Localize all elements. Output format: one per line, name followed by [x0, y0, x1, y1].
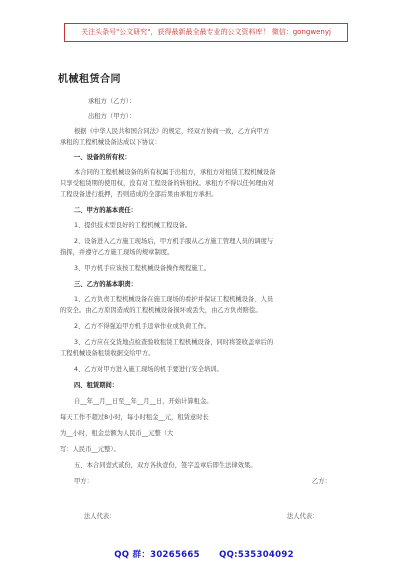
- section-3-item-1b: 的安全。由乙方原因造成的工程机械设备损坏或丢失，由乙方负责赔偿。: [60, 307, 262, 314]
- document-title: 机械租赁合同: [58, 74, 121, 85]
- promo-banner: [64, 23, 348, 42]
- section-3-item-2: 2、乙方不得强迫甲方机手违章作业或负荷工作。: [74, 323, 211, 330]
- section-1-line-2: 只享受租赁期的使用权，没有对工程设备的转租权。承租方不得以任何理由对: [60, 180, 275, 187]
- section-4-line-3: 为__小时，租金总额为人民币__元整（大: [60, 430, 174, 437]
- party-b-line: 承租方（乙方）：: [88, 98, 136, 105]
- promo-banner-text: 关注头条号"公文研究"，获得最新最全最专业的公文资料库！ 微信：gongwenyj: [81, 28, 331, 36]
- intro-line-2: 承租的工程机械设备达成以下协议：: [60, 139, 161, 146]
- signature-party-a: 甲方：: [74, 478, 93, 485]
- section-4-line-2: 每天工作不超过8小时，每小时租金__元，租赁意时长: [60, 414, 209, 421]
- section-3-item-3b: 工程机械设备租赁收据交给甲方。: [60, 350, 155, 357]
- section-1-line-3: 工程设备进行抵押，否则造成的全部后果由承租方承担。: [60, 191, 218, 198]
- section-2-item-2b: 指挥，并遵守乙方施工现场的规章制度。: [60, 249, 174, 256]
- section-4-heading: 四、租赁期间：: [74, 382, 119, 389]
- section-4-line-4: 写：人民币__元整）。: [60, 446, 120, 453]
- section-2-item-1: 1、提供技术型良好的工程机械工程设备。: [74, 222, 192, 229]
- party-a-line: 出租方（甲方）：: [88, 113, 136, 120]
- signature-party-b: 乙方：: [312, 478, 331, 485]
- section-3-heading: 三、乙方的基本职责：: [74, 281, 137, 288]
- footer-qq-group: QQ 群：30265665: [114, 550, 200, 560]
- section-2-item-2a: 2、设备进入乙方施工现场后，甲方机手服从乙方施工管理人员的调度与: [74, 238, 274, 245]
- section-3-item-4: 4、乙方对甲方进入施工现场的机手要进行安全培训。: [74, 366, 223, 373]
- section-1-heading: 一、设备的所有权：: [74, 154, 131, 161]
- intro-line-1: 根据《中华人民共和国合同法》的规定，经双方协商一致，乙方向甲方: [74, 128, 270, 135]
- section-5-line-1: 五、本合同壹式贰份，双方各执壹份，签字盖章后即生法律效果。: [74, 462, 257, 469]
- footer-contact: [0, 548, 408, 560]
- section-4-line-1: 自__年__月__日至__年__月__日，开始计算租金。: [74, 398, 213, 405]
- section-3-item-3a: 3、乙方应在交货地点检查验收租赁工程机械设备，同时将签收盖章后的: [74, 339, 274, 346]
- section-2-item-3: 3、甲方机手应该按工程机械设备操作规程施工。: [74, 265, 211, 272]
- legal-rep-a: 法人代表：: [84, 513, 116, 520]
- section-3-item-1a: 1、乙方负责工程机械设备在施工现场的看护并保证工程机械设备、人员: [74, 296, 274, 303]
- legal-rep-b: 法人代表：: [287, 513, 319, 520]
- section-1-line-1: 本合同的工程机械设备的所有权属于出租方，承租方对租赁工程机械设备: [74, 169, 276, 176]
- footer-qq: QQ:535304092: [219, 550, 294, 560]
- section-2-heading: 二、甲方的基本责任：: [74, 207, 137, 214]
